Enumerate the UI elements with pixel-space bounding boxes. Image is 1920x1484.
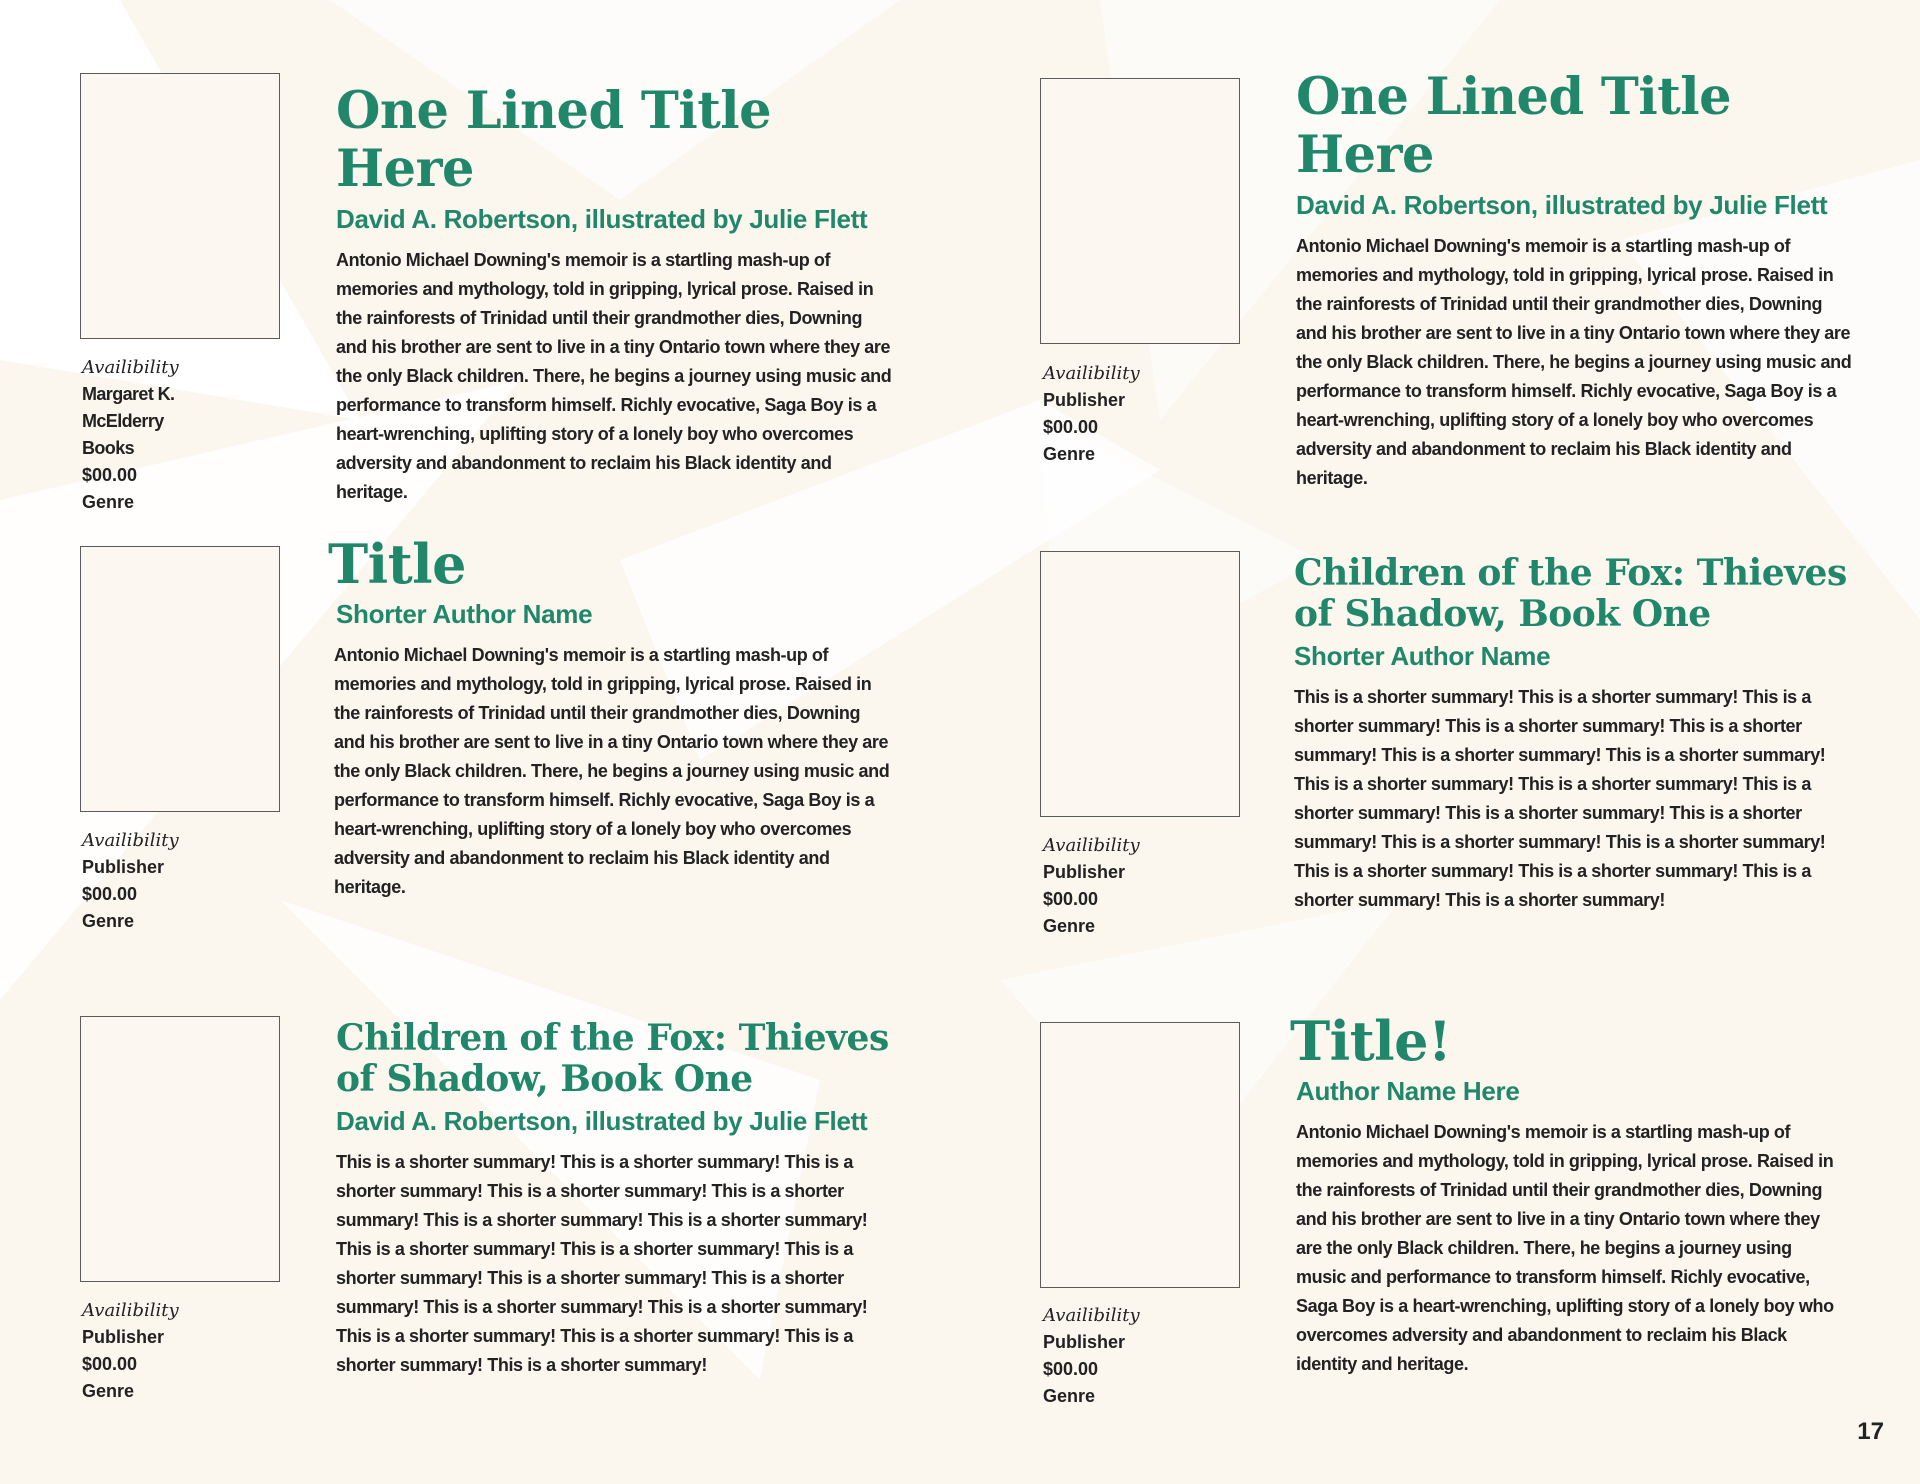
price: $00.00: [1043, 1359, 1099, 1379]
publisher: Publisher: [1043, 390, 1126, 410]
price: $00.00: [1043, 417, 1099, 437]
publisher: Publisher: [1043, 1332, 1126, 1352]
genre: Genre: [1043, 1386, 1096, 1406]
book-cover-placeholder: [1040, 1022, 1240, 1288]
availability-label: Availibility: [1043, 835, 1140, 856]
book-author: Shorter Author Name: [336, 599, 593, 629]
book-title: Children of the Fox: Thieves of Shadow, Book One: [336, 1017, 889, 1100]
price: $00.00: [82, 1354, 138, 1374]
book-cover-placeholder: [80, 546, 280, 812]
book-text: [336, 82, 916, 507]
book-text: [336, 1018, 916, 1380]
book-meta: [1043, 1302, 1140, 1410]
book-cover-placeholder: [1040, 551, 1240, 817]
price: $00.00: [82, 884, 138, 904]
book-author: David A. Robertson, illustrated by Julie Flett: [336, 1106, 868, 1136]
book-meta: [1043, 832, 1140, 940]
book-text: [328, 532, 918, 902]
book-author: Shorter Author Name: [1294, 641, 1551, 671]
book-text: [1294, 553, 1874, 915]
book-meta: [82, 1297, 179, 1405]
book-title: One Lined Title Here: [1296, 67, 1732, 185]
publisher: Margaret K. McElderry Books: [82, 384, 175, 458]
book-description: Antonio Michael Downing's memoir is a startling mash-up of memories and mythology, told in gripping, lyrical prose. Raised in the rainforests of Trinidad until their grandmother dies, Downing and his brother are sent to live in a tiny Ontario town where they are the only Black children. There, he begins a journey using music and performance to transform himself. Richly evocative, Saga Boy is a heart-wrenching, uplifting story of a lonely boy who overcomes adversity and abandonment to reclaim his Black identity and heritage.: [336, 250, 892, 502]
book-description: This is a shorter summary! This is a shorter summary! This is a shorter summary! This is a shorter summary! This is a shorter summary! This is a shorter summary! This is a shorter summary! This is a shorter summary! This is a shorter summary! This is a shorter summary! This is a shorter summary! This is a shorter summary! This is a shorter summary! This is a shorter summary! This is a shorter summary! This is a shorter summary! This is a shorter summary! This is a shorter summary!: [1294, 687, 1826, 910]
book-author: David A. Robertson, illustrated by Julie Flett: [336, 204, 868, 234]
price: $00.00: [1043, 889, 1099, 909]
genre: Genre: [82, 1381, 135, 1401]
availability-label: Availibility: [1043, 363, 1140, 384]
availability-label: Availibility: [82, 830, 179, 851]
book-meta: [82, 827, 179, 935]
book-description: Antonio Michael Downing's memoir is a startling mash-up of memories and mythology, told in gripping, lyrical prose. Raised in the rainforests of Trinidad until their grandmother dies, Downing and his brother are sent to live in a tiny Ontario town where they are the only Black children. There, he begins a journey using music and performance to transform himself. Richly evocative, Saga Boy is a heart-wrenching, uplifting story of a lonely boy who overcomes adversity and abandonment to reclaim his Black identity and heritage.: [334, 645, 890, 897]
genre: Genre: [1043, 444, 1096, 464]
book-title: One Lined Title Here: [336, 81, 772, 199]
book-cover-placeholder: [1040, 78, 1240, 344]
book-meta: [1043, 360, 1140, 468]
book-description: This is a shorter summary! This is a shorter summary! This is a shorter summary! This is a shorter summary! This is a shorter summary! This is a shorter summary! This is a shorter summary! This is a shorter summary! This is a shorter summary! This is a shorter summary! This is a shorter summary! This is a shorter summary! This is a shorter summary! This is a shorter summary! This is a shorter summary! This is a shorter summary! This is a shorter summary! This is a shorter summary!: [336, 1152, 868, 1375]
book-cover-placeholder: [80, 73, 280, 339]
book-text: [1290, 1009, 1880, 1379]
availability-label: Availibility: [1043, 1305, 1140, 1326]
book-title: Title!: [1290, 1009, 1452, 1073]
book-title: Children of the Fox: Thieves of Shadow, Book One: [1294, 552, 1847, 635]
genre: Genre: [82, 492, 135, 512]
publisher: Publisher: [82, 1327, 165, 1347]
publisher: Publisher: [82, 857, 165, 877]
genre: Genre: [82, 911, 135, 931]
book-author: David A. Robertson, illustrated by Julie Flett: [1296, 190, 1828, 220]
book-meta: [82, 354, 179, 516]
publisher: Publisher: [1043, 862, 1126, 882]
book-title: Title: [328, 532, 467, 596]
book-author: Author Name Here: [1296, 1076, 1520, 1106]
price: $00.00: [82, 465, 138, 485]
availability-label: Availibility: [82, 1300, 179, 1321]
book-description: Antonio Michael Downing's memoir is a startling mash-up of memories and mythology, told in gripping, lyrical prose. Raised in the rainforests of Trinidad until their grandmother dies, Downing and his brother are sent to live in a tiny Ontario town where they are the only Black children. There, he begins a journey using music and performance to transform himself. Richly evocative, Saga Boy is a heart-wrenching, uplifting story of a lonely boy who overcomes adversity and abandonment to reclaim his Black identity and heritage.: [1296, 1122, 1834, 1374]
book-description: Antonio Michael Downing's memoir is a startling mash-up of memories and mythology, told in gripping, lyrical prose. Raised in the rainforests of Trinidad until their grandmother dies, Downing and his brother are sent to live in a tiny Ontario town where they are the only Black children. There, he begins a journey using music and performance to transform himself. Richly evocative, Saga Boy is a heart-wrenching, uplifting story of a lonely boy who overcomes adversity and abandonment to reclaim his Black identity and heritage.: [1296, 236, 1852, 488]
book-text: [1296, 68, 1886, 493]
book-cover-placeholder: [80, 1016, 280, 1282]
genre: Genre: [1043, 916, 1096, 936]
page-number: 17: [1857, 1418, 1884, 1445]
availability-label: Availibility: [82, 357, 179, 378]
